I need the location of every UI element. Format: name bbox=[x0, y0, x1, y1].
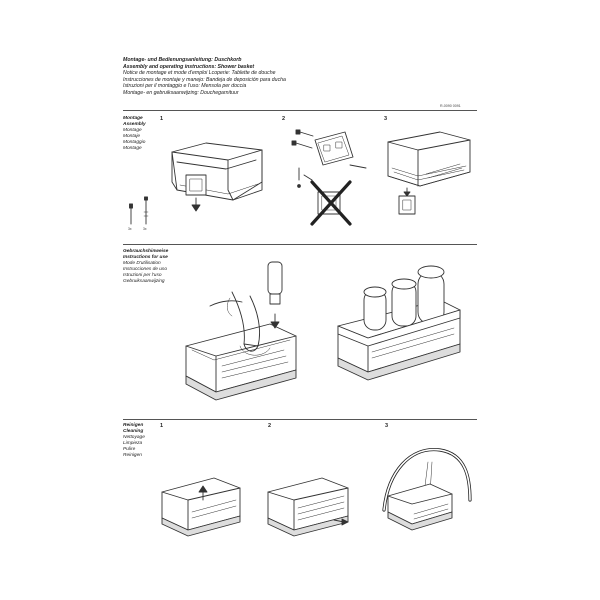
cleaning-label: Reinigen Cleaning Nettoyage Limpieza Pulire Reinigen bbox=[123, 423, 145, 458]
screw-count-b: 3x bbox=[143, 227, 147, 231]
title-nl: Montage- en gebruiksaanwijzing: Douchegarnituur bbox=[123, 89, 239, 96]
cleaning-step-3: 3 bbox=[385, 423, 389, 429]
cleaning-basket-step1 bbox=[162, 478, 240, 536]
title-en: Assembly and operating instructions: Shower basket bbox=[123, 63, 255, 70]
article-code: R-0090 0091 bbox=[440, 104, 461, 108]
assembly-step-2: 2 bbox=[282, 116, 286, 122]
assembly-label: Montage Assembly Montage Montaje Montaggio Montage bbox=[123, 116, 146, 151]
title-de: Montage- und Bedienungsanleitung: Duschkorb bbox=[123, 57, 242, 63]
title-es: Instrucciones de montaje y manejo: Bandeja de deposición para ducha bbox=[123, 76, 286, 83]
use-label: Gebrauchshinweise Instructions for use Mode D'utilisation Instrucciones de uso Istruzioni per l'uso Gebruiksaanwijzing bbox=[123, 249, 169, 284]
title-fr: Notice de montage et mode d'emploi Lcoperie: Tablette de douche bbox=[123, 70, 276, 77]
screw-count-a: 3x bbox=[128, 227, 132, 231]
assembly-step-3: 3 bbox=[384, 116, 388, 122]
use-hand-illustration bbox=[186, 262, 296, 400]
assembly-basket-step1 bbox=[172, 143, 262, 211]
cleaning-basket-step2 bbox=[268, 478, 348, 536]
title-it: Istruzioni per il montaggio e l'uso: Mensola per doccia bbox=[123, 83, 247, 90]
cleaning-step-2: 2 bbox=[268, 423, 272, 429]
screw-illustration bbox=[130, 197, 149, 224]
use-basket-bottles bbox=[338, 266, 460, 380]
assembly-basket-step3 bbox=[388, 132, 470, 214]
assembly-bracket-step2 bbox=[292, 130, 366, 224]
assembly-step-1: 1 bbox=[160, 116, 164, 122]
cleaning-tap-step3 bbox=[384, 450, 470, 530]
cleaning-step-1: 1 bbox=[160, 423, 164, 429]
